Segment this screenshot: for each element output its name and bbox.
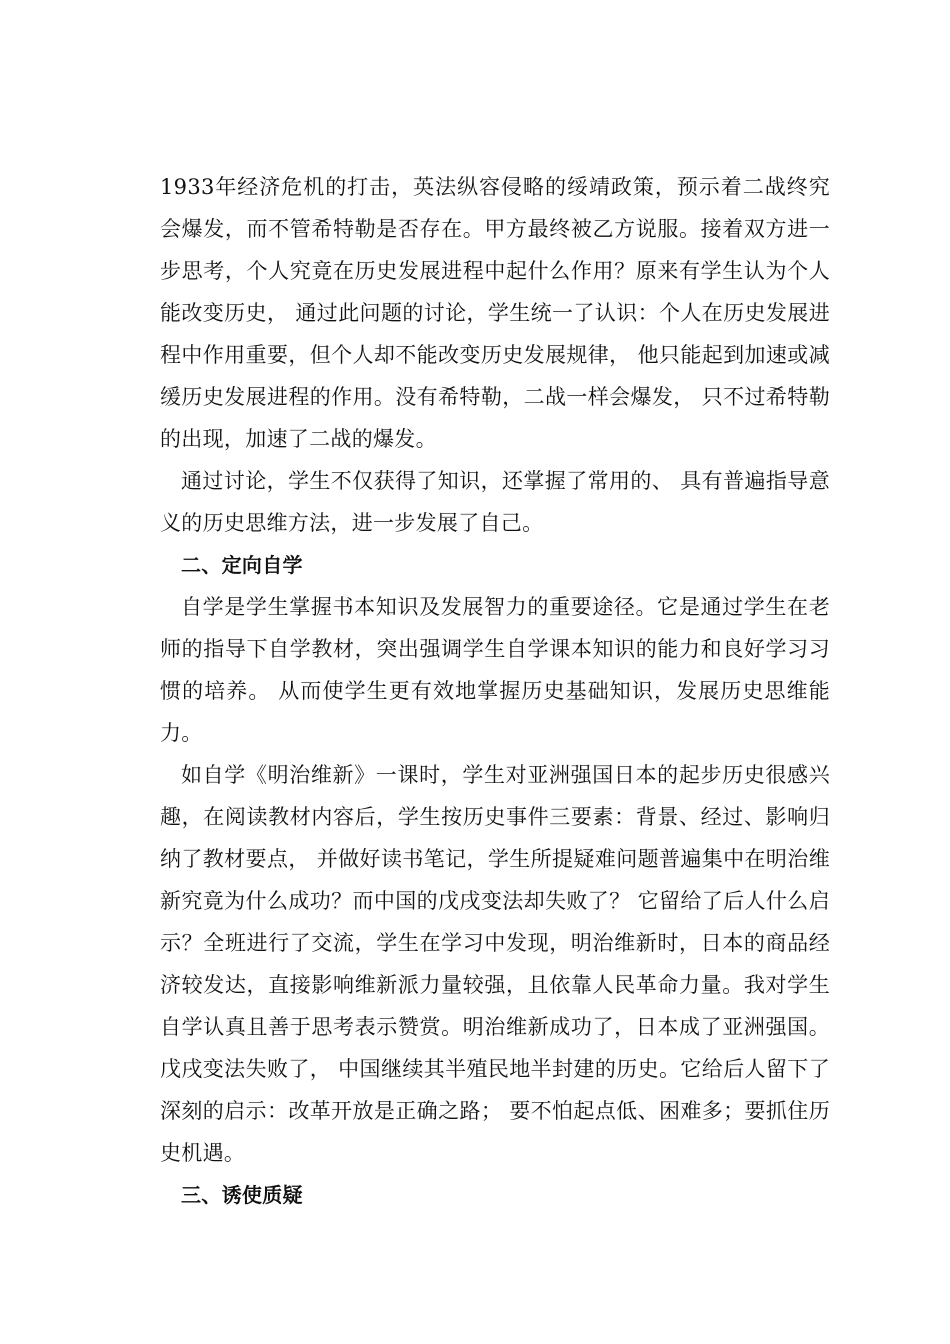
paragraph-meiji-example: 如自学《明治维新》一课时，学生对亚洲强国日本的起步历史很感兴趣，在阅读教材内容后，学生按历史事件三要素：背景、经过、影响归纳了教材要点， 并做好读书笔记，学生所提疑难问题普遍集中在明治维新究竟为什么成功？而中国的戊戌变法却失败了？ 它留给了后人什么启示？全班进行了交流，学生在学习中发现，明治维新时，日本的商品经济较发达，直接影响维新派力量较强，且依靠人民革命力量。我对学生自学认真且善于思考表示赞赏。明治维新成功了，日本成了亚洲强国。戊戌变法失败了， 中国继续其半殖民地半封建的历史。它给后人留下了深刻的启示：改革开放是正确之路； 要不怕起点低、困难多；要抓住历史机遇。 xyxy=(160,763,830,1165)
paragraph-self-study-intro: 自学是学生掌握书本知识及发展智力的重要途径。它是通过学生在老师的指导下自学教材，突出强调学生自学课本知识的能力和良好学习习惯的培养。 从而使学生更有效地掌握历史基础知识，发展历史思维能力。 xyxy=(160,595,830,745)
section-heading-3: 三、诱使质疑 xyxy=(181,1183,303,1207)
paragraph-continuation: 1933年经济危机的打击，英法纵容侵略的绥靖政策，预示着二战终究会爆发，而不管希特勒是否存在。甲方最终被乙方说服。接着双方进一步思考，个人究竟在历史发展进程中起什么作用？原来有学生认为个人能改变历史， 通过此问题的讨论，学生统一了认识：个人在历史发展进程中作用重要，但个人却不能改变历史发展规律， 他只能起到加速或减缓历史发展进程的作用。没有希特勒，二战一样会爆发， 只不过希特勒的出现，加速了二战的爆发。 xyxy=(160,175,830,451)
section-heading-2: 二、定向自学 xyxy=(181,553,303,577)
document-body xyxy=(160,166,830,1216)
paragraph-discussion-summary: 通过讨论，学生不仅获得了知识，还掌握了常用的、 具有普遍指导意义的历史思维方法，进一步发展了自己。 xyxy=(160,469,830,535)
